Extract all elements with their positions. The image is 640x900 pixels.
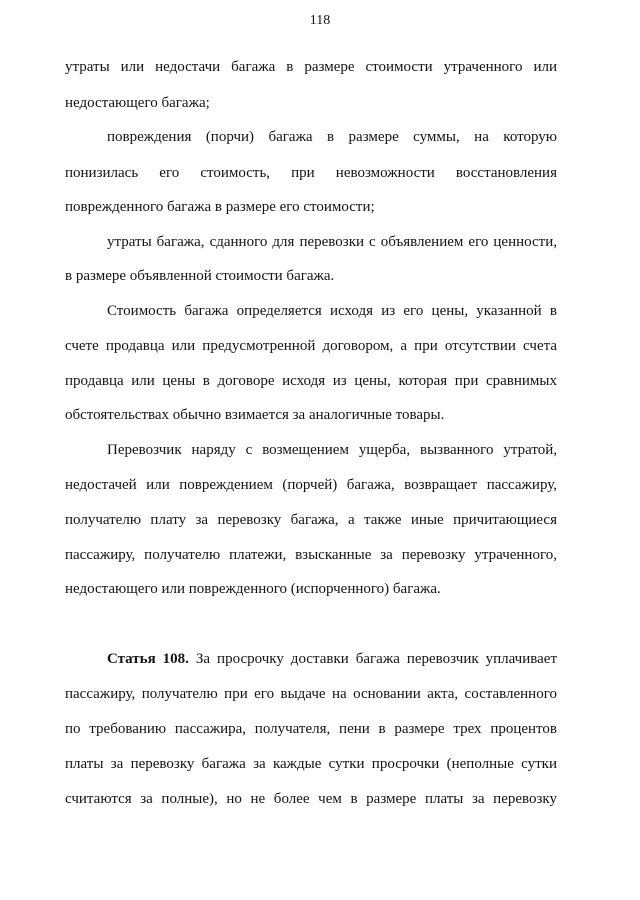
text-line: продавца или цены в договоре исходя из цены, которая при сравнимых [65,373,557,389]
article-heading: Статья 108. [107,651,189,667]
text-line: недостачей или повреждением (порчей) багажа, возвращает пассажиру, [65,477,557,493]
text-line: по требованию пассажира, получателя, пени в размере трех процентов [65,721,557,737]
text-line: понизилась его стоимость, при невозможности восстановления [65,165,557,181]
article-first-line [107,649,557,669]
text-line: повреждения (порчи) багажа в размере суммы, на которую [107,129,557,145]
text-line: Стоимость багажа определяется исходя из его цены, указанной в [107,303,557,319]
text-line: получателю плату за перевозку багажа, а также иные причитающиеся [65,512,557,528]
text-line: недостающего багажа; [65,95,210,111]
text-line: утраты или недостачи багажа в размере стоимости утраченного или [65,59,557,75]
page-number: 118 [309,13,331,28]
text-line: платы за перевозку багажа за каждые сутки просрочки (неполные сутки [65,756,557,772]
text-line: поврежденного багажа в размере его стоимости; [65,199,375,215]
text-line: считаются за полные), но не более чем в размере платы за перевозку [65,791,557,807]
text-line: в размере объявленной стоимости багажа. [65,268,335,284]
text-line: счете продавца или предусмотренной договором, а при отсутствии счета [65,338,557,354]
text-line: пассажиру, получателю платежи, взысканные за перевозку утраченного, [65,547,557,563]
text-line: утраты багажа, сданного для перевозки с объявлением его ценности, [107,234,557,250]
text-line: За просрочку доставки багажа перевозчик уплачивает [195,651,557,667]
text-line: пассажиру, получателю при его выдаче на основании акта, составленного [65,686,557,702]
text-line: обстоятельствах обычно взимается за аналогичные товары. [65,407,445,423]
text-line: недостающего или поврежденного (испорченного) багажа. [65,581,441,597]
text-line: Перевозчик наряду с возмещением ущерба, вызванного утратой, [107,442,557,458]
